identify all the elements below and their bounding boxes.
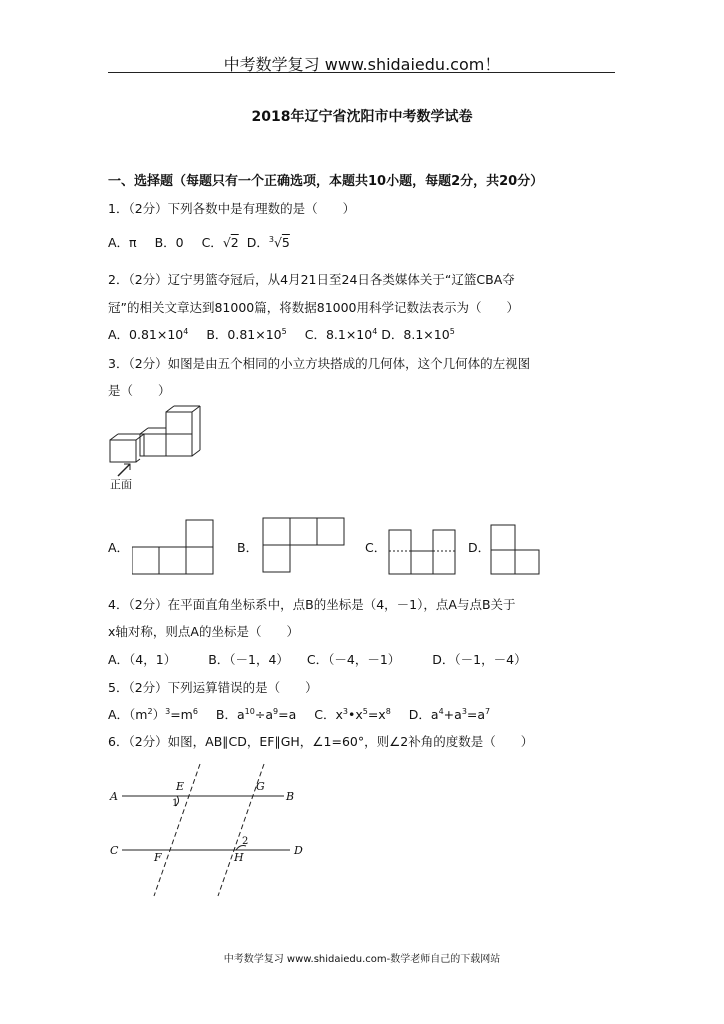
q2-stem-line2: 冠”的相关文章达到81000篇，将数据81000用科学记数法表示为（ ） [108, 300, 520, 315]
q5-stem: 5．（2分）下列运算错误的是（ ） [108, 680, 318, 695]
q2-option-b-base: B．0.81×10 [206, 327, 282, 342]
q5-d-exp2: 3 [461, 706, 467, 716]
q5-b-exp1: 10 [244, 706, 255, 716]
q3-option-a: A． [108, 540, 130, 555]
q1-stem: 1．（2分）下列各数中是有理数的是（ ） [108, 201, 356, 216]
q5-option-a [108, 705, 198, 723]
q2-option-d-base: D．8.1×10 [381, 327, 450, 342]
q2-option-c [305, 327, 378, 342]
q5-b-part3: =a [278, 707, 297, 722]
q1-option-c [202, 235, 239, 250]
q2-option-a-exp: 4 [183, 326, 189, 336]
q5-d-part3: =a [466, 707, 486, 722]
q3-option-d: D． [468, 540, 491, 555]
q2-stem-line1: 2．（2分）辽宁男篮夺冠后，从4月21日至24日各类媒体关于“辽篮CBA夺 [108, 272, 515, 287]
q6-label-b: B [286, 790, 295, 803]
q2-option-d [381, 327, 454, 342]
q5-d-exp3: 7 [485, 706, 491, 716]
root-sign-icon: √ [273, 235, 282, 250]
q2-option-c-base: C．8.1×10 [304, 327, 373, 342]
q2-option-b [206, 325, 286, 343]
q3-stem-line1: 3．（2分）如图是由五个相同的小立方块搭成的几何体，这个几何体的左视图 [108, 356, 531, 371]
q5-d-exp1: 4 [438, 706, 444, 716]
q4-stem-line2: x轴对称，则点A的坐标是（ ） [108, 624, 299, 639]
q6-angle-2-label: 2 [242, 836, 249, 847]
q5-b-part1: B．a [215, 707, 245, 722]
q3-option-d-figure [490, 524, 540, 576]
q3-option-b: B． [237, 540, 259, 555]
q1-option-a: A．π [108, 235, 137, 250]
q3-stem-line2: 是（ ） [108, 383, 171, 398]
q3-option-c: C． [365, 540, 387, 555]
q5-option-b [216, 705, 296, 723]
q5-d-part1: D．a [408, 707, 439, 722]
q5-d-part2: +a [443, 707, 462, 722]
q3-option-c-figure [388, 529, 458, 577]
q5-a-exp3: 6 [192, 706, 198, 716]
q2-option-a [108, 325, 188, 343]
q5-a-exp2: 3 [165, 706, 171, 716]
q6-label-a: A [110, 790, 118, 803]
q6-label-d: D [294, 844, 303, 857]
section-heading: 一、选择题（每题只有一个正确选项，本题共10小题，每题2分，共20分） [108, 174, 544, 189]
q3-option-b-figure [262, 517, 346, 573]
q5-option-c [314, 705, 391, 723]
q1-option-c-radicand: 2 [230, 235, 239, 250]
q4-option-d: D．（－1，－4） [432, 652, 527, 667]
q5-a-exp1: 2 [147, 706, 153, 716]
q1-option-d-index: 3 [268, 234, 274, 244]
q5-a-part1: A．（m [108, 707, 148, 722]
sqrt-sign-icon: √ [222, 235, 231, 250]
page-header: 中考数学复习 www.shidaiedu.com！ [223, 55, 501, 74]
q5-c-part3: =x [367, 707, 386, 722]
page-footer: 中考数学复习 www.shidaiedu.com-数学老师自己的下载网站 [223, 954, 501, 965]
q4-option-c: C．（－4，－1） [306, 652, 401, 667]
q6-parallel-lines-figure [106, 760, 316, 902]
q1-options [108, 233, 290, 251]
q5-c-part2: •x [347, 707, 363, 722]
q4-option-b: B．（－1，4） [208, 652, 289, 667]
q5-c-exp2: 5 [362, 706, 368, 716]
q6-label-f: F [154, 851, 162, 864]
q1-option-d-label: D． [246, 235, 269, 250]
q2-option-b-exp: 5 [281, 326, 287, 336]
header-rule [108, 72, 615, 73]
q1-option-d [247, 235, 290, 250]
q5-a-part3: =m [170, 707, 193, 722]
q5-c-part1: C．x [314, 707, 343, 722]
q5-c-exp3: 8 [385, 706, 391, 716]
q5-c-exp1: 3 [342, 706, 348, 716]
q2-option-c-exp: 4 [372, 326, 378, 336]
q3-option-a-figure [132, 519, 214, 575]
q2-options [108, 325, 455, 343]
q6-label-e: E [176, 780, 185, 793]
q6-angle-1-label: 1 [172, 798, 179, 809]
q5-b-part2: ÷a [254, 707, 273, 722]
q1-option-b: B．0 [154, 235, 184, 250]
q5-option-d [409, 707, 490, 722]
q6-label-h: H [234, 851, 244, 864]
q5-a-part2: ） [152, 707, 166, 722]
q2-option-a-base: A．0.81×10 [108, 327, 184, 342]
q4-options [108, 650, 527, 668]
q4-stem-line1: 4．（2分）在平面直角坐标系中，点B的坐标是（4，－1），点A与点B关于 [108, 597, 516, 612]
q5-options [108, 705, 490, 723]
q2-option-d-exp: 5 [449, 326, 455, 336]
q1-option-d-radicand: 5 [281, 235, 290, 250]
exam-title: 2018年辽宁省沈阳市中考数学试卷 [251, 109, 473, 125]
q6-stem: 6．（2分）如图，AB∥CD，EF∥GH，∠1=60°，则∠2补角的度数是（ ） [108, 734, 534, 749]
q4-option-a: A．（4，1） [108, 652, 177, 667]
q3-front-label: 正面 [110, 478, 132, 491]
q6-label-c: C [110, 844, 119, 857]
q6-label-g: G [256, 780, 265, 793]
q5-b-exp2: 9 [273, 706, 279, 716]
q1-option-c-label: C． [201, 235, 223, 250]
